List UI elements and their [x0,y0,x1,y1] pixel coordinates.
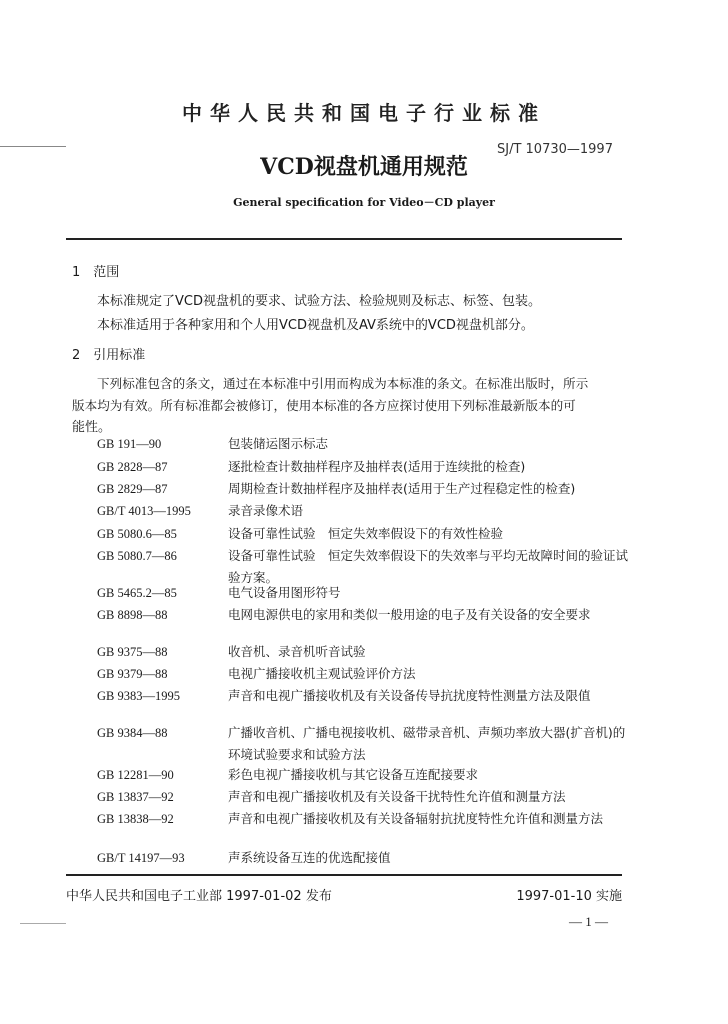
header-divider [66,238,622,240]
ref-title: 声音和电视广播接收机及有关设备传导抗扰度特性测量方法及限值 [228,688,591,703]
issue-date: 中华人民共和国电子工业部 1997-01-02 发布 [66,889,332,904]
ref-title: 声音和电视广播接收机及有关设备干扰特性允许值和测量方法 [228,789,566,804]
ref-code: GB 9379—88 [97,667,168,681]
ref-code: GB 13837—92 [97,790,174,804]
ref-title: 电气设备用图形符号 [228,585,341,600]
ref-code: GB 13838—92 [97,812,174,826]
ref-code: GB 9375—88 [97,645,168,659]
implementation-date: 1997-01-10 实施 [516,889,622,904]
footer-divider [66,874,622,876]
ref-code: GB 5080.6—85 [97,527,177,541]
ref-title: 电视广播接收机主观试验评价方法 [228,666,416,681]
ref-code: GB 12281—90 [97,768,174,782]
ref-code: GB 2829—87 [97,482,168,496]
ref-title: 录音录像术语 [228,503,304,518]
ref-title: 声系统设备互连的优选配接值 [228,850,391,865]
ref-title: 周期检查计数抽样程序及抽样表(适用于生产过程稳定性的检查) [228,481,576,496]
ref-code: GB 8898—88 [97,608,168,622]
ref-code: GB/T 4013—1995 [97,504,191,518]
org-header-title: 中华人民共和国电子行业标准 [182,101,546,125]
ref-title: 广播收音机、广播电视接收机、磁带录音机、声频功率放大器(扩音机)的环境试验要求和试验方法 [228,725,626,762]
ref-code: GB 5080.7—86 [97,549,177,563]
ref-title: 逐批检查计数抽样程序及抽样表(适用于连续批的检查) [228,459,526,474]
document-title: VCD视盘机通用规范 [260,154,468,180]
document-subtitle-en: General specification for Video－CD player [233,196,495,209]
section-2-intro-line-2: 版本均为有效。所有标准都会被修订，使用本标准的各方应探讨使用下列标准最新版本的可 [72,398,576,413]
ref-title: 设备可靠性试验 恒定失效率假设下的有效性检验 [228,526,504,541]
section-2-heading: 2 引用标准 [72,348,146,363]
section-1-para-1: 本标准规定了VCD视盘机的要求、试验方法、检验规则及标志、标签、包装。 [97,294,541,309]
ref-title: 彩色电视广播接收机与其它设备互连配接要求 [228,767,479,782]
section-1-para-2: 本标准适用于各种家用和个人用VCD视盘机及AV系统中的VCD视盘机部分。 [97,318,534,333]
ref-code: GB 9383—1995 [97,689,180,703]
left-edge-mark [0,146,66,147]
section-2-intro-line-1: 下列标准包含的条文，通过在本标准中引用而构成为本标准的条文。在标准出版时，所示 [97,376,589,391]
ref-code: GB 2828—87 [97,460,168,474]
ref-code: GB/T 14197—93 [97,851,185,865]
ref-code: GB 9384—88 [97,726,168,740]
ref-title: 声音和电视广播接收机及有关设备辐射抗扰度特性允许值和测量方法 [228,811,604,826]
section-1-heading: 1 范围 [72,265,120,280]
left-edge-mark [20,923,66,924]
ref-code: GB 5465.2—85 [97,586,177,600]
section-2-intro-line-3: 能性。 [72,420,112,435]
page-number: — 1 — [569,914,608,929]
ref-title: 电网电源供电的家用和类似一般用途的电子及有关设备的安全要求 [228,607,591,622]
standard-number: SJ/T 10730—1997 [497,142,613,157]
ref-title: 设备可靠性试验 恒定失效率假设下的失效率与平均无故障时间的验证试验方案。 [228,548,629,585]
ref-code: GB 191—90 [97,437,162,451]
ref-title: 包装储运图示标志 [228,436,329,451]
ref-title: 收音机、录音机听音试验 [228,644,366,659]
